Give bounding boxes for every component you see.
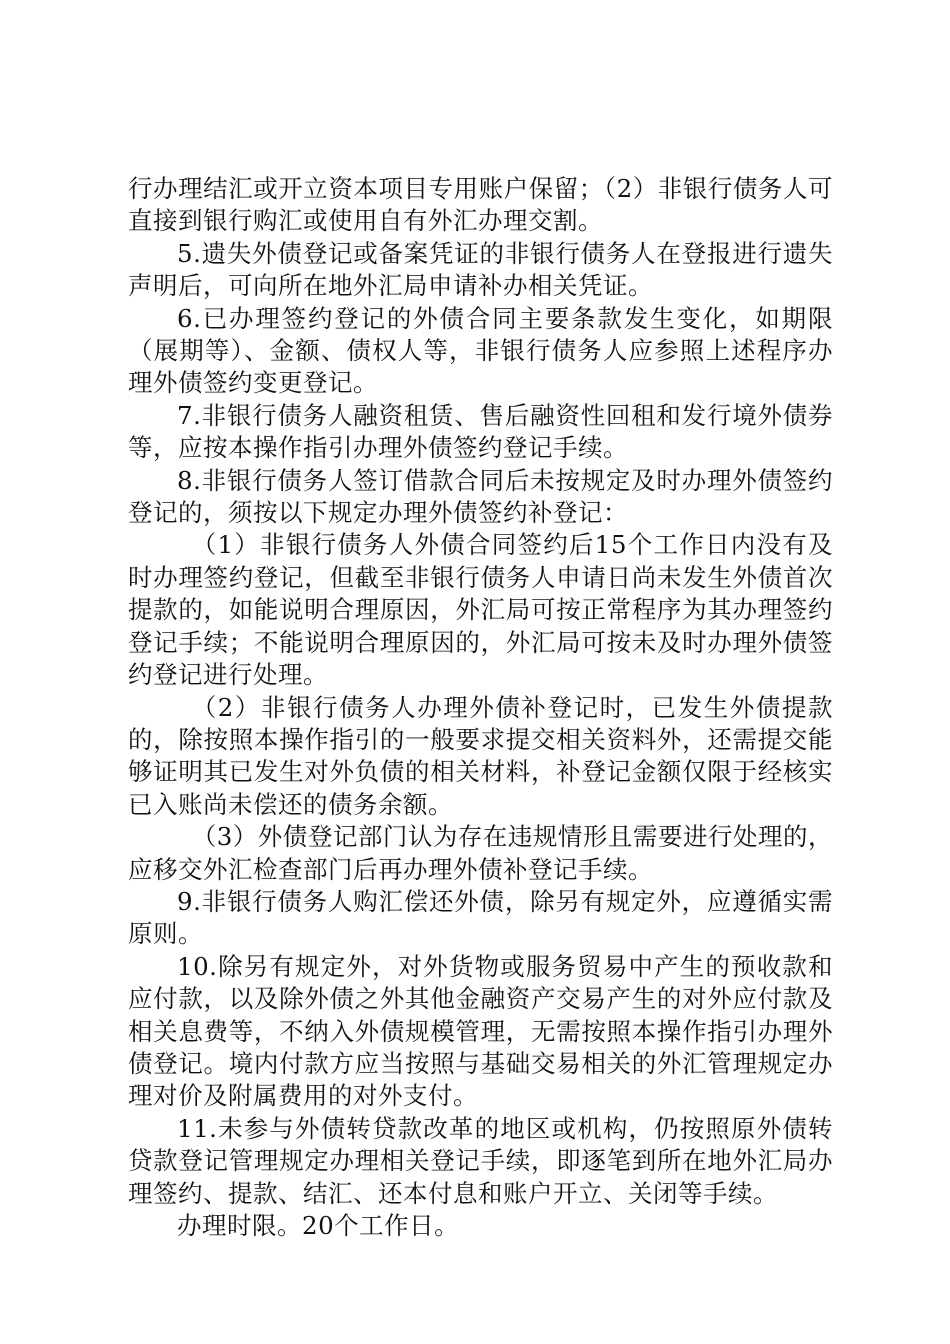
paragraph-item-11: 11.未参与外债转贷款改革的地区或机构，仍按照原外债转贷款登记管理规定办理相关登记手续，即逐笔到所在地外汇局办理签约、提款、结汇、还本付息和账户开立、关闭等手续。 <box>128 1113 833 1208</box>
paragraph-item-5: 5.遗失外债登记或备案凭证的非银行债务人在登报进行遗失声明后，可向所在地外汇局申请补办相关凭证。 <box>128 238 833 301</box>
paragraph-item-9: 9.非银行债务人购汇偿还外债，除另有规定外，应遵循实需原则。 <box>128 886 833 949</box>
paragraph-subitem-2: （2）非银行债务人办理外债补登记时，已发生外债提款的，除按照本操作指引的一般要求提交相关资料外，还需提交能够证明其已发生对外负债的相关材料，补登记金额仅限于经核实已入账尚未偿还的债务余额。 <box>128 692 833 819</box>
paragraph-item-10: 10.除另有规定外，对外货物或服务贸易中产生的预收款和应付款，以及除外债之外其他金融资产交易产生的对外应付款及相关息费等，不纳入外债规模管理，无需按照本操作指引办理外债登记。境内付款方应当按照与基础交易相关的外汇管理规定办理对价及附属费用的对外支付。 <box>128 951 833 1111</box>
paragraph-subitem-1: （1）非银行债务人外债合同签约后15个工作日内没有及时办理签约登记，但截至非银行债务人申请日尚未发生外债首次提款的，如能说明合理原因，外汇局可按正常程序为其办理签约登记手续；不能说明合理原因的，外汇局可按未及时办理外债签约登记进行处理。 <box>128 530 833 690</box>
paragraph-item-7: 7.非银行债务人融资租赁、售后融资性回租和发行境外债券等，应按本操作指引办理外债签约登记手续。 <box>128 400 833 463</box>
paragraph-processing-time: 办理时限。20个工作日。 <box>177 1211 460 1240</box>
document-body <box>128 173 833 1242</box>
paragraph-continuation: 行办理结汇或开立资本项目专用账户保留；（2）非银行债务人可直接到银行购汇或使用自有外汇办理交割。 <box>128 174 833 236</box>
paragraph-item-8: 8.非银行债务人签订借款合同后未按规定及时办理外债签约登记的，须按以下规定办理外债签约补登记： <box>128 465 833 528</box>
paragraph-subitem-3: （3）外债登记部门认为存在违规情形且需要进行处理的，应移交外汇检查部门后再办理外债补登记手续。 <box>128 822 833 884</box>
paragraph-item-6: 6.已办理签约登记的外债合同主要条款发生变化，如期限（展期等）、金额、债权人等，非银行债务人应参照上述程序办理外债签约变更登记。 <box>128 303 833 398</box>
